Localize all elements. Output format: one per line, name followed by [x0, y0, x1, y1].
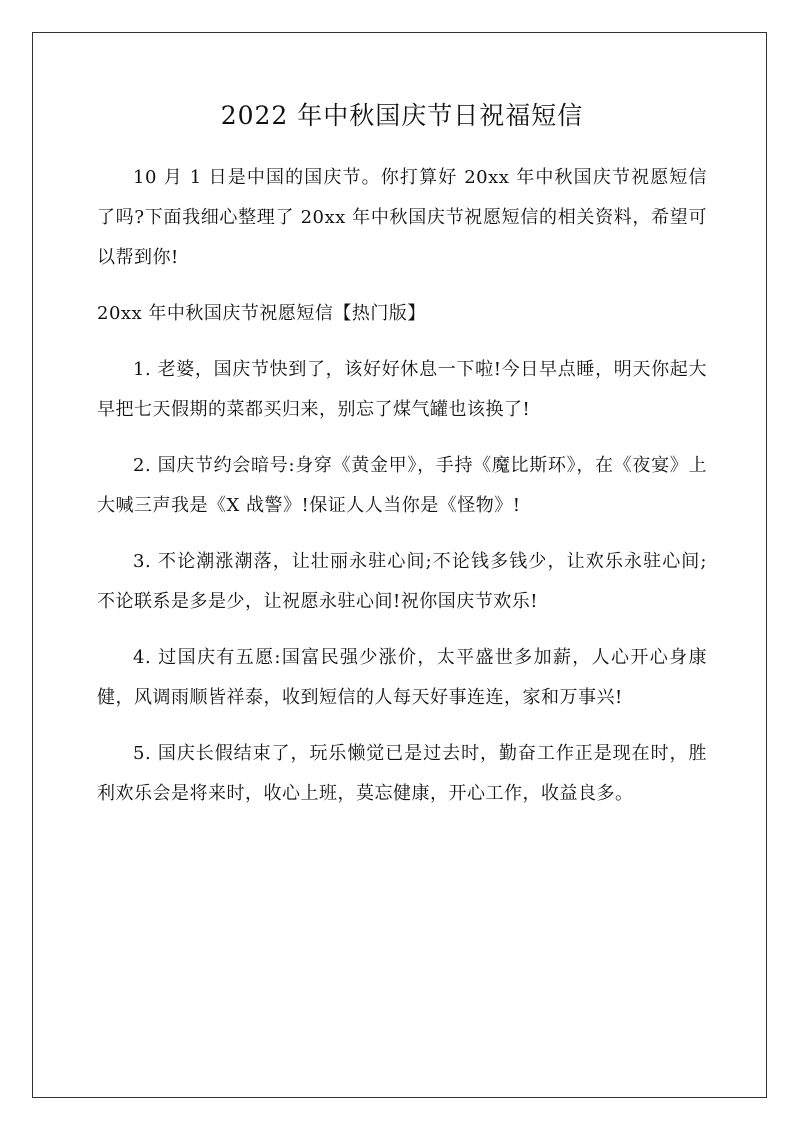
- message-item-2: 2. 国庆节约会暗号:身穿《黄金甲》，手持《魔比斯环》，在《夜宴》上大喊三声我是《X 战警》!保证人人当你是《怪物》!: [97, 455, 707, 516]
- section-heading: 20xx 年中秋国庆节祝愿短信【热门版】: [97, 303, 426, 324]
- intro-paragraph: 10 月 1 日是中国的国庆节。你打算好 20xx 年中秋国庆节祝愿短信了吗?下面我细心整理了 20xx 年中秋国庆节祝愿短信的相关资料，希望可以帮到你!: [97, 167, 707, 268]
- message-item-5: 5. 国庆长假结束了，玩乐懒觉已是过去时，勤奋工作正是现在时，胜利欢乐会是将来时，收心上班，莫忘健康，开心工作，收益良多。: [97, 743, 707, 804]
- document-title: 2022 年中秋国庆节日祝福短信: [220, 101, 584, 130]
- message-item-3: 3. 不论潮涨潮落，让壮丽永驻心间;不论钱多钱少，让欢乐永驻心间;不论联系是多是少，让祝愿永驻心间!祝你国庆节欢乐!: [97, 551, 707, 612]
- document-body: [97, 96, 707, 830]
- message-item-1: 1. 老婆，国庆节快到了，该好好休息一下啦!今日早点睡，明天你起大早把七天假期的菜都买归来，别忘了煤气罐也该换了!: [97, 359, 707, 420]
- message-item-4: 4. 过国庆有五愿:国富民强少涨价，太平盛世多加薪，人心开心身康健，风调雨顺皆祥泰，收到短信的人每天好事连连，家和万事兴!: [97, 647, 707, 708]
